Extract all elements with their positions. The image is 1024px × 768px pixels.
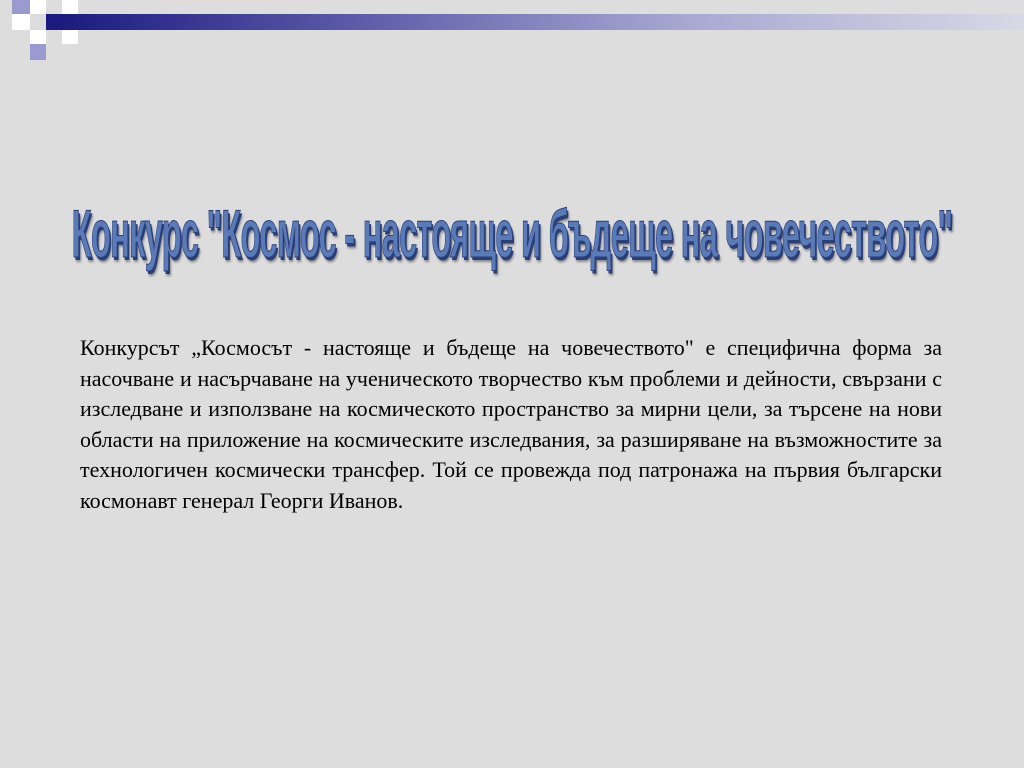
title-container — [0, 190, 1024, 280]
decor-square — [30, 44, 46, 60]
decor-square — [30, 0, 46, 14]
decor-square — [12, 14, 30, 30]
slide-body-text: Конкурсът „Космосът - настояще и бъдеще на човечеството" е специфична форма за насочване и насърчаване на ученическото творчество към проблеми и дейности, свързани с изследване и използване на космическото пространство за мирни цели, за търсене на нови области на приложение на космическите изследвания, за разширяване на възможностите за технологичен космически трансфер. Той се провежда под патронажа на първия български космонавт генерал Георги Иванов. — [80, 335, 942, 513]
decor-square — [12, 0, 30, 14]
decor-square — [30, 30, 46, 44]
decor-square — [62, 30, 78, 44]
decor-square — [46, 14, 62, 30]
decor-square — [62, 0, 78, 14]
decor-gradient-bar — [62, 14, 1024, 30]
slide-title: Конкурс "Космос - настояще и бъдеще на човечеството" — [71, 196, 953, 272]
